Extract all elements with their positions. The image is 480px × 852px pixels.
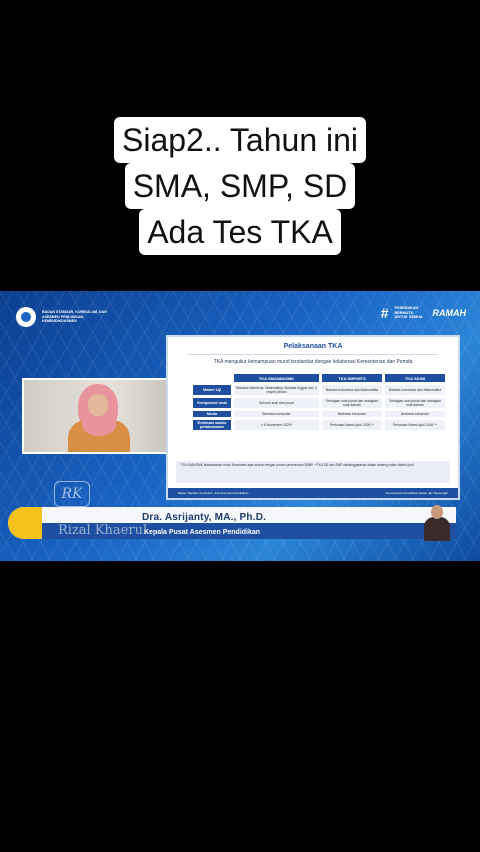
slide-footer-right: Kementerian Pendidikan Dasar dan Menengah [385,491,448,495]
slide-footer [168,488,458,498]
ramah-logo: RAMAH [432,308,466,318]
table-row [193,420,445,430]
row-label: Estimasi waktu pelaksanaan [193,420,231,430]
speaker-name: Dra. Asrijanty, MA., Ph.D. [142,512,267,523]
speaker-role: Kepala Pusat Asesmen Pendidikan [144,529,261,536]
table-cell: Sebagian soal pusat dan sebagian soal daerah [322,398,382,408]
slide-footnote: *TKA SMA/SMK dilaksanakan mulai November agar sesuai dengan proses penerimaan SNBP. **TKA SD dan SMP diselenggarakan dalam rentang waktu Maret-April. [176,461,450,483]
table-cell: Berbasis komputer [385,411,445,417]
slide-subtitle: TKA mengukur kemampuan murid terstandar dengan kolaborasi Kementerian dan Pemda [213,359,413,365]
ministry-logo-text: BADAN STANDAR, KURIKULUM, DAN ASESMEN PENDIDIKAN KEMENDIKDASMEN [42,310,107,324]
caption-text-2: SMA, SMP, SD [125,163,356,209]
watermark-name: Rizal Khaerul [58,523,148,538]
campaign-slogan: PENDIDIKAN BERMUTU UNTUK SEMUA [394,306,423,320]
table-cell: Sebagian soal pusat dan sebagian soal daerah [385,398,445,408]
campaign-logo [381,305,466,321]
caption-text-3: Ada Tes TKA [139,209,341,255]
ministry-emblem-icon [16,307,36,327]
table-cell: Perkiraan Maret-April 2026 ** [385,420,445,430]
row-label: Materi Uji [193,385,231,395]
caption-text-1: Siap2.. Tahun ini [114,117,366,163]
table-cell: Seluruh soal dari pusat [234,398,319,408]
column-header: TKA SMP/MTS [322,374,382,382]
table-cell: Bahasa Indonesia dan Matematika [322,385,382,395]
speaker-face [88,394,108,416]
row-label: Komposisi soal [193,398,231,408]
presentation-slide [166,335,460,500]
tka-table [190,371,448,433]
table-cell: Perkiraan Maret-April 2026 ** [322,420,382,430]
slide-footer-left: Badan Standar, Kurikulum, dan Asesmen Pendidikan [178,491,249,495]
row-label: Moda [193,411,231,417]
table-row [193,398,445,408]
table-cell: ± 6 November 2025* [234,420,319,430]
caption-line-2 [0,163,480,209]
video-frame[interactable] [0,291,480,561]
caption-line-1 [0,117,480,163]
slide-title: Pelaksanaan TKA [283,343,343,350]
column-header: TKA SMA/MA/SMK [234,374,319,382]
caption-line-3 [0,209,480,255]
speaker-camera-feed [22,378,170,454]
table-cell: Berbasis komputer [322,411,382,417]
hashtag-icon: # [380,305,389,321]
watermark-logo: RK [54,481,90,507]
table-cell: Berbasis komputer [234,411,319,417]
lower-third-accent [8,507,42,539]
table-row [193,411,445,417]
sign-language-interpreter [422,503,452,541]
table-cell: Bahasa Indonesia dan Matematika [385,385,445,395]
column-header: TKA SD/MI [385,374,445,382]
ministry-logo [16,307,112,327]
table-cell: Bahasa Indonesia, Matematika, Bahasa Inggris dan 2 mapel pilihan [234,385,319,395]
table-row [193,385,445,395]
